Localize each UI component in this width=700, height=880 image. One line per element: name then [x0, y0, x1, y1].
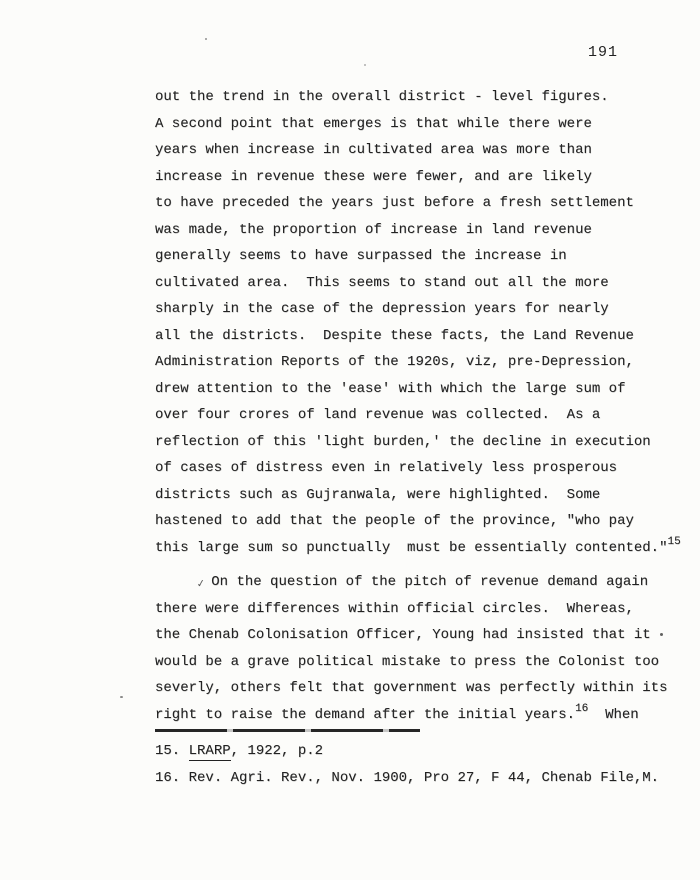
text-line: to have preceded the years just before a fresh settlement — [155, 195, 634, 211]
scan-speck — [364, 64, 366, 66]
text-line: generally seems to have surpassed the increase in — [155, 248, 567, 264]
page-body — [155, 84, 681, 728]
text-line: out the trend in the overall district - level figures. — [155, 89, 609, 105]
text-line: severly, others felt that government was perfectly within its — [155, 680, 668, 696]
text-line: sharply in the case of the depression years for nearly — [155, 301, 609, 317]
text-line: districts such as Gujranwala, were highlighted. Some — [155, 486, 601, 503]
text-line: was made, the proportion of increase in land revenue — [155, 221, 592, 238]
text-line: Administration Reports of the 1920s, viz, pre-Depression, — [155, 354, 634, 370]
text-line-content: right to raise the demand after the initial years. — [155, 706, 576, 723]
text-line: there were differences within official circles. Whereas, — [155, 600, 634, 617]
footnote-ref-15: 15 — [667, 535, 681, 548]
text-line — [155, 702, 675, 729]
text-line-content: this large sum so punctually must be essentially contented." — [155, 539, 668, 556]
page-number: 191 — [588, 44, 619, 61]
footnote-text: , 1922, p.2 — [230, 743, 324, 759]
text-line: years when increase in cultivated area was more than — [155, 142, 592, 158]
text-line: all the districts. Despite these facts, the Land Revenue — [155, 327, 634, 344]
text-line-content: When — [588, 706, 639, 723]
text-line: over four crores of land revenue was collected. As a — [155, 407, 601, 423]
text-line: of cases of distress even in relatively less prosperous — [155, 460, 618, 476]
footnote-ref-16: 16 — [575, 702, 589, 715]
scan-speck — [205, 38, 207, 40]
text-line — [155, 535, 681, 562]
text-line: would be a grave political mistake to press the Colonist too — [155, 653, 660, 670]
footnote-15 — [155, 738, 675, 765]
text-line-content: On the question of the pitch of revenue demand again — [211, 574, 649, 590]
footnote-number: 15. — [155, 743, 189, 759]
footnote-source-underlined: LRARP — [188, 743, 231, 759]
footnote-number: 16. — [155, 769, 189, 786]
text-line: hastened to add that the people of the province, "who pay — [155, 513, 634, 529]
handwritten-check-mark: ✓ — [196, 576, 206, 592]
text-line: the Chenab Colonisation Officer, Young had insisted that it — [155, 627, 651, 643]
footnotes-section — [155, 738, 675, 791]
paragraph-2 — [155, 569, 675, 728]
footnote-16 — [155, 765, 675, 792]
text-line: cultivated area. This seems to stand out all the more — [155, 274, 609, 291]
scan-speck — [120, 696, 123, 698]
text-line: reflection of this 'light burden,' the decline in execution — [155, 433, 651, 450]
text-line — [155, 569, 675, 596]
footnote-text: Rev. Agri. Rev., Nov. 1900, Pro 27, F 44, Chenab File,M. — [188, 769, 660, 786]
text-line: increase in revenue these were fewer, and are likely — [155, 168, 592, 185]
text-line: drew attention to the 'ease' with which the large sum of — [155, 380, 626, 397]
footnote-separator — [155, 729, 420, 732]
paragraph-1 — [155, 84, 681, 561]
text-line: A second point that emerges is that while there were — [155, 115, 592, 132]
